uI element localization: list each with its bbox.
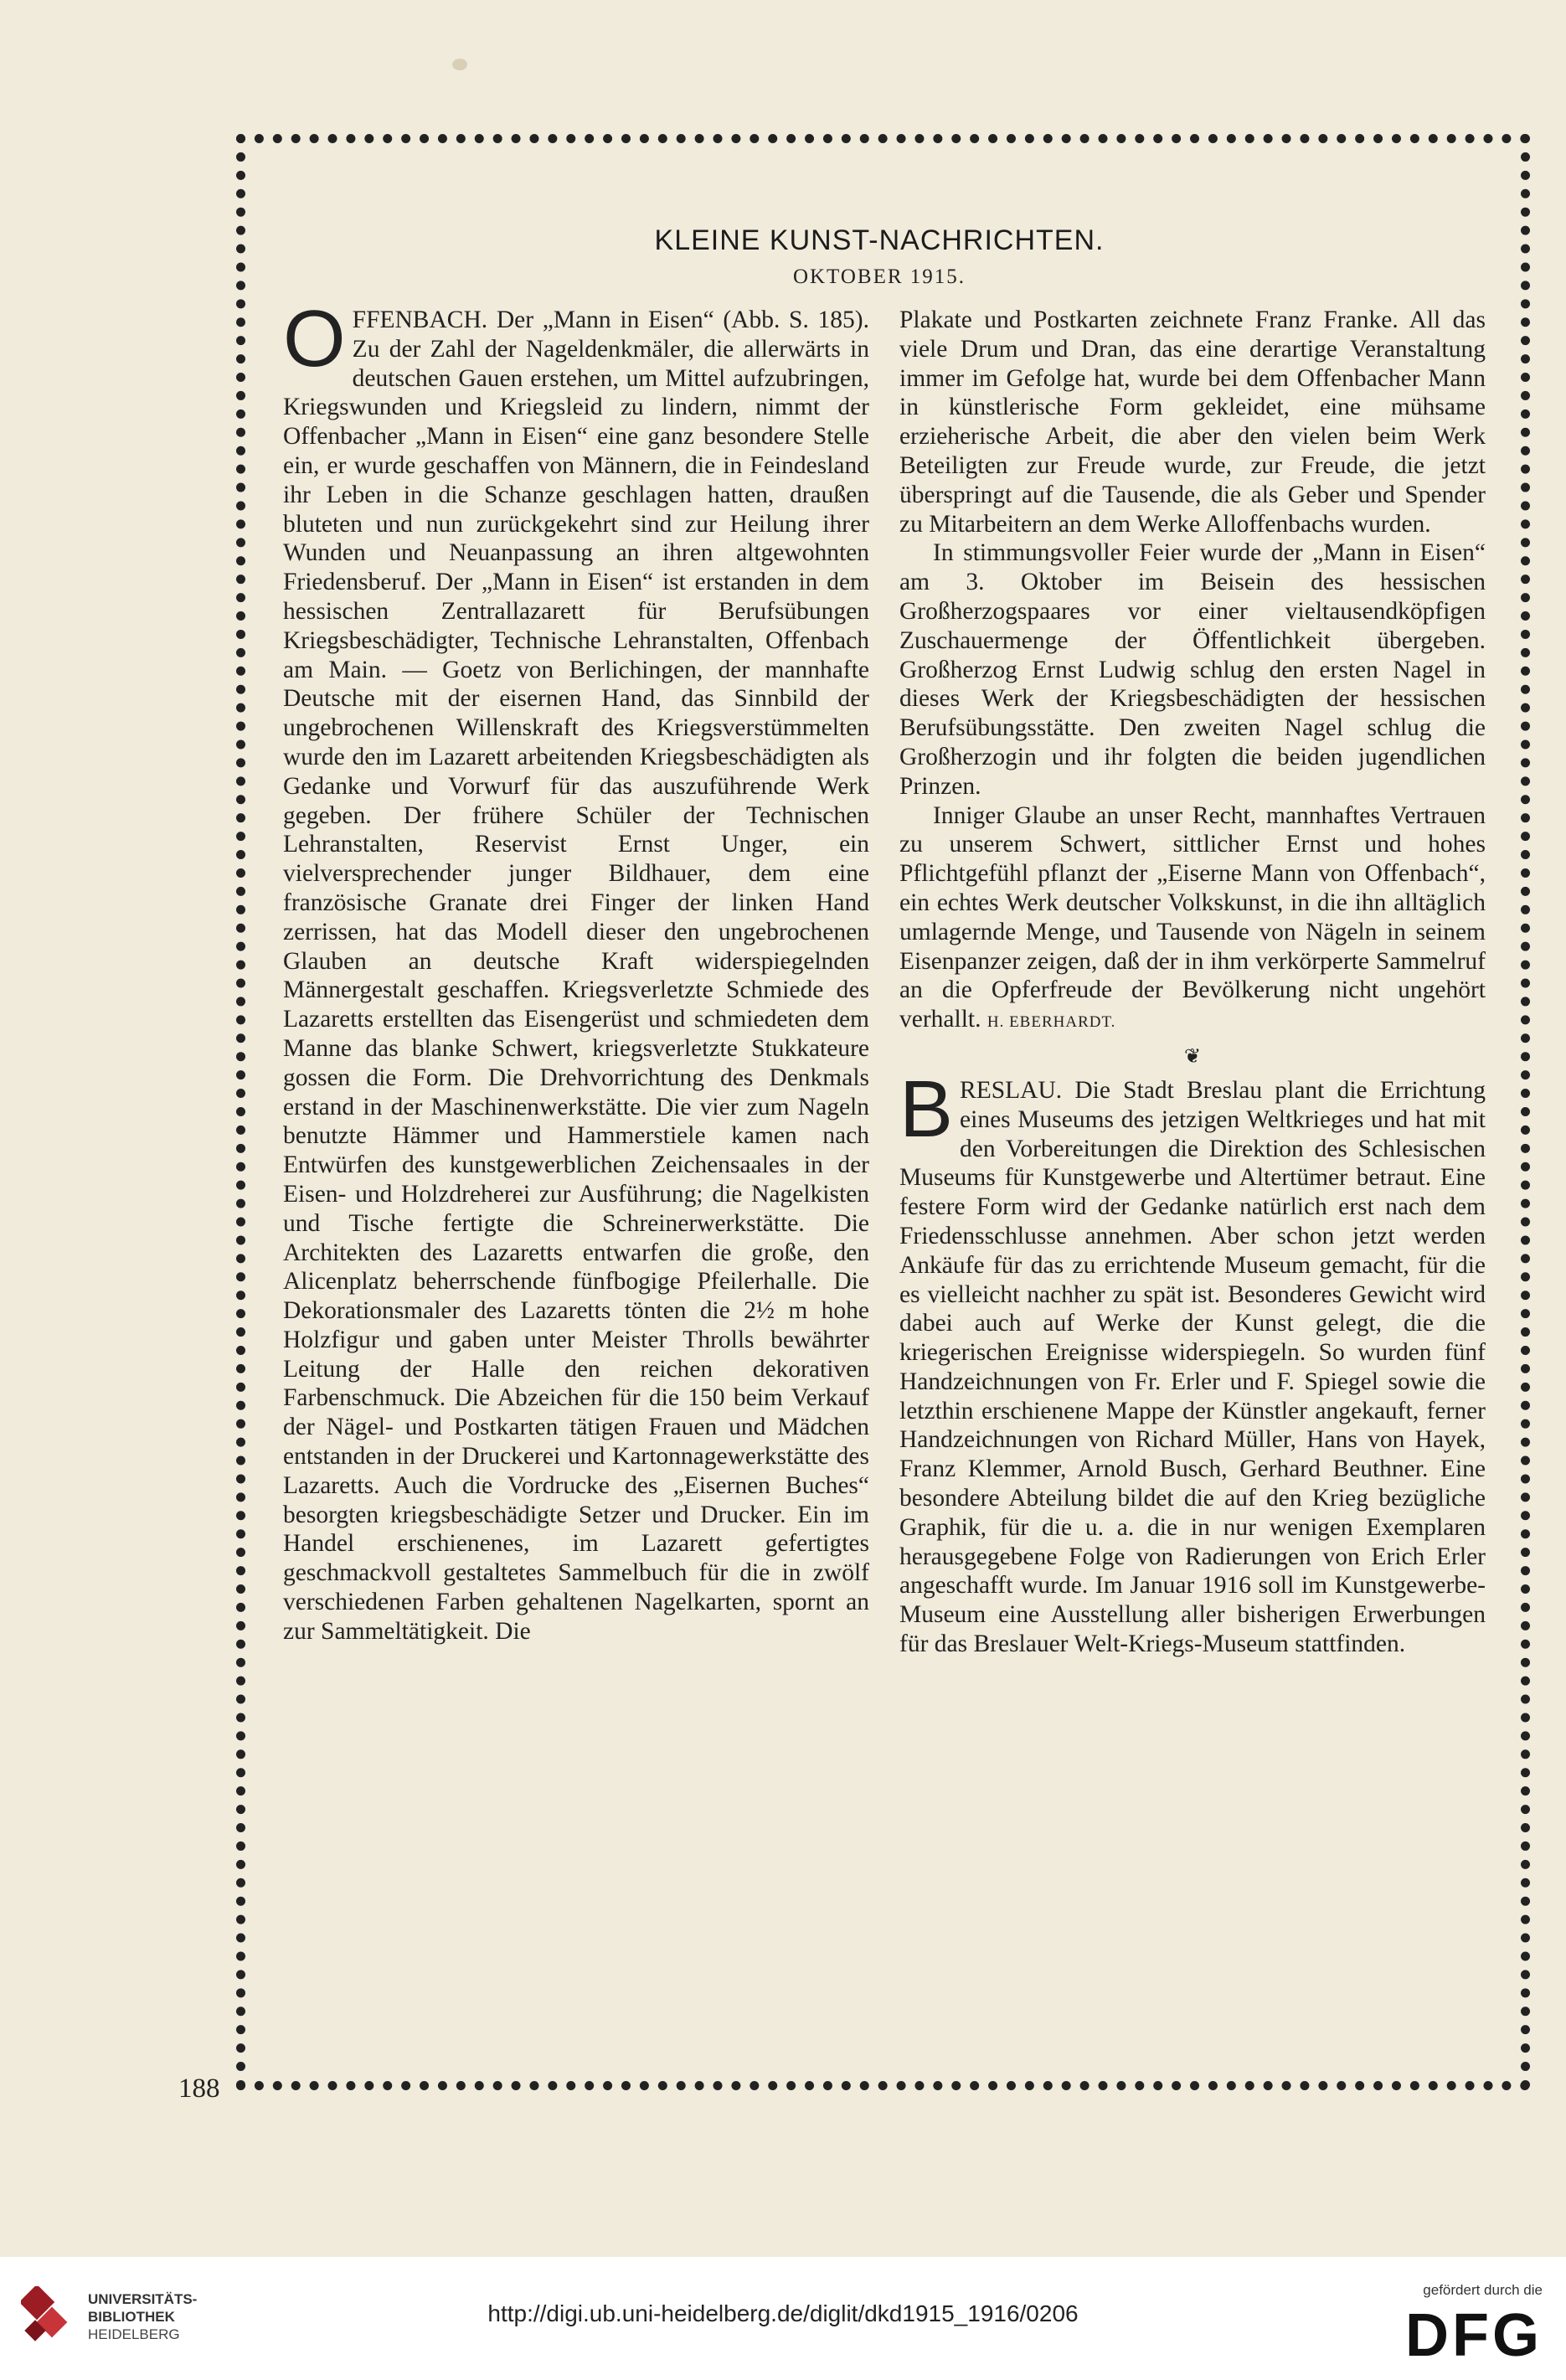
paper-speck [452, 59, 467, 70]
faith-paragraph [899, 801, 1486, 1038]
offenbach-text: FFENBACH. Der „Mann in Eisen“ (Abb. S. 185). Zu der Zahl der Nageldenkmäler, die allerwärts in deutschen Gauen erstehen, um Mittel aufzubringen, Kriegswunden und Kriegsleid zu lindern, nimmt der Offenbacher „Mann in Eisen“ eine ganz besondere Stelle ein, er wurde geschaffen von Männern, die in Feindesland ihr Leben in die Schanze geschlagen hatten, draußen bluteten und nun zurückgekehrt sind zur Heilung ihrer Wunden und Neuanpassung an ihren altgewohnten Friedensberuf. Der „Mann in Eisen“ ist erstanden in dem hessischen Zentrallazarett für Berufsübungen Kriegsbeschädigter, Technische Lehranstalten, Offenbach am Main. — Goetz von Berlichingen, der mannhafte Deutsche mit der eisernen Hand, das Sinnbild der ungebrochenen Willenskraft des Kriegsverstümmelten wurde den im Lazarett arbeitenden Kriegsbeschädigten als Gedanke und Vorwurf für das auszuführende Werk gegeben. Der frühere Schüler der Technischen Lehranstalten, Reservist Ernst Unger, ein vielversprechender junger Bildhauer, dem eine französische Granate drei Finger der linken Hand zerrissen, hat das Modell dieser den ungebrochenen Glauben an deutsche Kraft widerspiegelnden Männergestalt geschaffen. Kriegsverletzte Schmiede des Lazaretts erstellten das Eisengerüst und schmiedeten dem Manne das blanke Schwert, kriegsverletzte Stukkateure gossen die Form. Die Drehvorrichtung des Denkmals erstand in der Maschinenwerkstätte. Die vier zum Nageln benutzte Hämmer und Hammerstiele kamen nach Entwürfen des kunstgewerblichen Zeichensaales in der Eisen- und Holzdreherei zur Ausführung; die Nagelkisten und Tische fertigte die Schreinerwerkstätte. Die Architekten des Lazaretts entwarfen die große, den Alicenplatz beherrschende fünfbogige Pfeilerhalle. Die Dekorationsmaler des Lazaretts tönten die 2½ m hohe Holzfigur und gaben unter Meister Throlls bewährter Leitung der Halle den reichen dekorativen Farbenschmuck. Die Abzeichen für die 150 beim Verkauf der Nägel- und Postkarten tätigen Frauen und Mädchen entstanden in der Druckerei und Kartonnagewerkstätte des Lazaretts. Auch die Vordrucke des „Eisernen Buches“ besorgten kriegsbeschädigte Setzer und Drucker. Ein im Handel erschienenes, im Lazarett gefertigtes geschmackvoll gestaltetes Sammelbuch für die in zwölf verschiedenen Farben gehaltenen Nagelkarten, spornt an zur Sammeltätigkeit. Die [283, 307, 869, 1645]
breslau-text: RESLAU. Die Stadt Breslau plant die Errichtung eines Museums des jetzigen Weltkrieges und hat mit den Vorbereitungen die Direktion des Schlesischen Museums für Kunstgewerbe und Altertümer betraut. Eine festere Form wird der Gedanke natürlich erst nach dem Friedensschlusse annehmen. Aber schon jetzt werden Ankäufe für das zu errichtende Museum gemacht, für die es vielleicht nachher zu spät ist. Besonderes Gewicht wird dabei auch auf Werke der Kunst gelegt, die die kriegerischen Ereignisse widerspiegeln. So wurden fünf Handzeichnungen von Fr. Erler und F. Spiegel sowie die letzthin erschienene Mappe der Künstler angekauft, ferner Handzeichnungen von Richard Müller, Hans von Hayek, Franz Klemmer, Arnold Busch, Gerhard Beuthner. Eine besondere Abteilung bildet die auf den Krieg bezügliche Graphik, für die u. a. die in nur wenigen Exemplaren herausgegebene Folge von Radierungen von Erich Erler angeschafft wurde. Im Januar 1916 soll im Kunstgewerbe-Museum eine Ausstellung aller bisherigen Erwerbungen für das Breslauer Welt-Kriegs-Museum stattfinden. [899, 1076, 1486, 1658]
funded-by-label: gefördert durch die [1423, 2282, 1543, 2298]
digitization-footer [0, 2257, 1566, 2380]
source-url[interactable]: http://digi.ub.uni-heidelberg.de/diglit/dkd1915_1916/0206 [487, 2300, 1079, 2326]
left-column [283, 294, 869, 1646]
offenbach-continued: Plakate und Postkarten zeichnete Franz Franke. All das viele Drum und Dran, das eine derartige Veranstaltung immer im Gefolge hat, wurde bei dem Offenbacher Mann in künstlerische Form gekleidet, eine mühsame erzieherische Arbeit, die aber den vielen beim Werk Beteiligten zur Freude wurde, zur Freude, die jetzt überspringt auf die Tausende, die als Geber und Spender zu Mitarbeitern an dem Werke Alloffenbachs wurden. [899, 307, 1486, 538]
faith-text: Inniger Glaube an unser Recht, mannhaftes Vertrauen zu unserem Schwert, sittlicher Ernst und hohes Pflichtgefühl pflanzt der „Eiserne Mann von Offenbach“, ein echtes Werk deutscher Volkskunst, in die ihn alltäglich umlagernde Menge, und Tausende von Nägeln in seinem Eisenpanzer zeigen, daß der in ihm verkörperte Sammelruf an die Opferfreude der Bevölkerung nicht ungehört verhallt. [899, 801, 1486, 1033]
library-line-1: UNIVERSITÄTS- [88, 2291, 198, 2307]
dfg-logo: DFG [1405, 2302, 1543, 2369]
author-signature: H. EBERHARDT. [986, 1013, 1116, 1032]
dropcap-b: B [899, 1064, 954, 1154]
offenbach-article [283, 294, 869, 1646]
section-ornament: ❦ [1183, 1045, 1202, 1068]
library-line-3: HEIDELBERG [88, 2326, 180, 2342]
section-title: KLEINE KUNST-NACHRICHTEN. [654, 224, 1105, 256]
right-column [899, 306, 1486, 1659]
dropcap-o: O [283, 294, 346, 384]
ceremony-paragraph: In stimmungsvoller Feier wurde der „Mann in Eisen“ am 3. Oktober im Beisein des hessischen Großherzogspaares vor einer vieltausendköpfigen Zuschauermenge der Öffentlichkeit übergeben. Großherzog Ernst Ludwig schlug den ersten Nagel in dieses Werk der Kriegsbeschädigten der hessischen Berufsübungsstätte. Den zweiten Nagel schlug die Großherzogin und ihr folgten die beiden jugendlichen Prinzen. [899, 539, 1486, 800]
article-heading [251, 224, 1507, 289]
section-date: OKTOBER 1915. [792, 265, 966, 288]
page-number: 188 [178, 2073, 220, 2104]
breslau-article [899, 1064, 1486, 1659]
library-line-2: BIBLIOTHEK [88, 2309, 175, 2325]
